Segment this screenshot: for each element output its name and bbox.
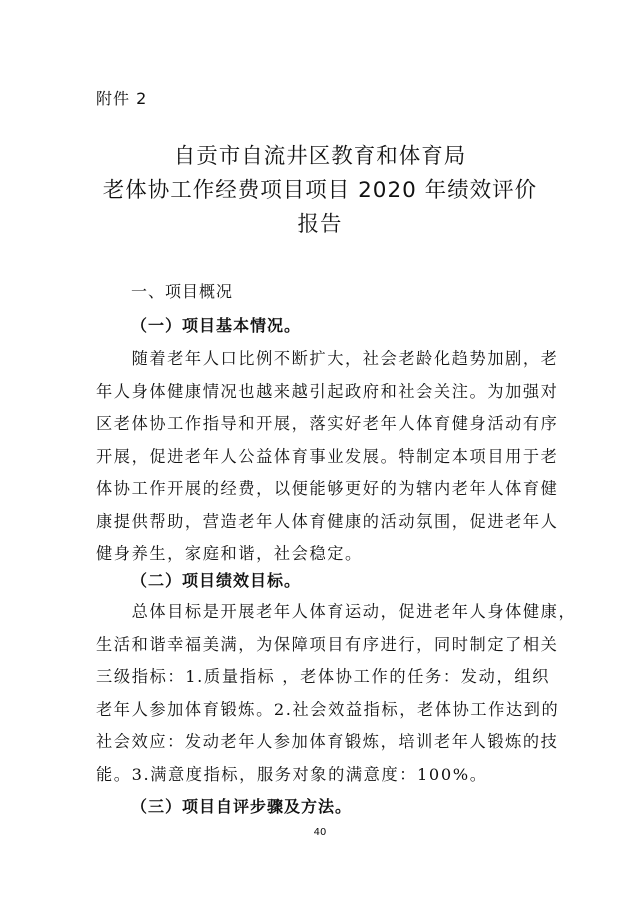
attachment-label: 附件 2 <box>96 89 148 108</box>
paragraph-line: 开展，促进老年人公益体育事业发展。特制定本项目用于老 <box>96 446 559 466</box>
page-number: 40 <box>313 827 327 838</box>
report-title-line-1: 自贡市自流井区教育和体育局 <box>173 144 467 169</box>
subsection-heading-performance-goals: （二）项目绩效目标。 <box>131 571 302 590</box>
paragraph-line: 老年人参加体育锻炼。2.社会效益指标，老体协工作达到的 <box>96 699 560 719</box>
paragraph-line: 体协工作开展的经费，以便能够更好的为辖内老年人体育健 <box>96 479 559 498</box>
paragraph-performance-goals <box>96 596 577 791</box>
subsection-heading-self-evaluation: （三）项目自评步骤及方法。 <box>131 797 353 816</box>
paragraph-line: 社会效应：发动老年人参加体育锻炼，培训老年人锻炼的技 <box>96 732 559 751</box>
section-heading-overview: 一、项目概况 <box>131 282 234 301</box>
paragraph-basic-info <box>96 343 559 571</box>
report-title-line-3: 报告 <box>297 212 343 237</box>
paragraph-line: 生活和谐幸福美满，为保障项目有序进行，同时制定了相关 <box>96 634 559 654</box>
paragraph-line: 康提供帮助，营造老年人体育健康的活动氛围，促进老年人 <box>96 511 559 531</box>
paragraph-line: 三级指标：1.质量指标 ，老体协工作的任务：发动，组织 <box>96 667 550 686</box>
paragraph-line: 年人身体健康情况也越来越引起政府和社会关注。为加强对 <box>96 381 559 401</box>
paragraph-line: 总体目标是开展老年人体育运动，促进老年人身体健康， <box>96 602 577 621</box>
report-title-line-2: 老体协工作经费项目项目 2020 年绩效评价 <box>102 178 538 203</box>
paragraph-line: 随着老年人口比例不断扩大，社会老龄化趋势加剧，老 <box>96 349 559 368</box>
paragraph-line: 健身养生，家庭和谐，社会稳定。 <box>96 544 363 563</box>
subsection-heading-basic-info: （一）项目基本情况。 <box>131 316 302 335</box>
paragraph-line: 区老体协工作指导和开展，落实好老年人体育健身活动有序 <box>96 414 559 433</box>
paragraph-line: 能。3.满意度指标，服务对象的满意度：100%。 <box>96 764 488 784</box>
